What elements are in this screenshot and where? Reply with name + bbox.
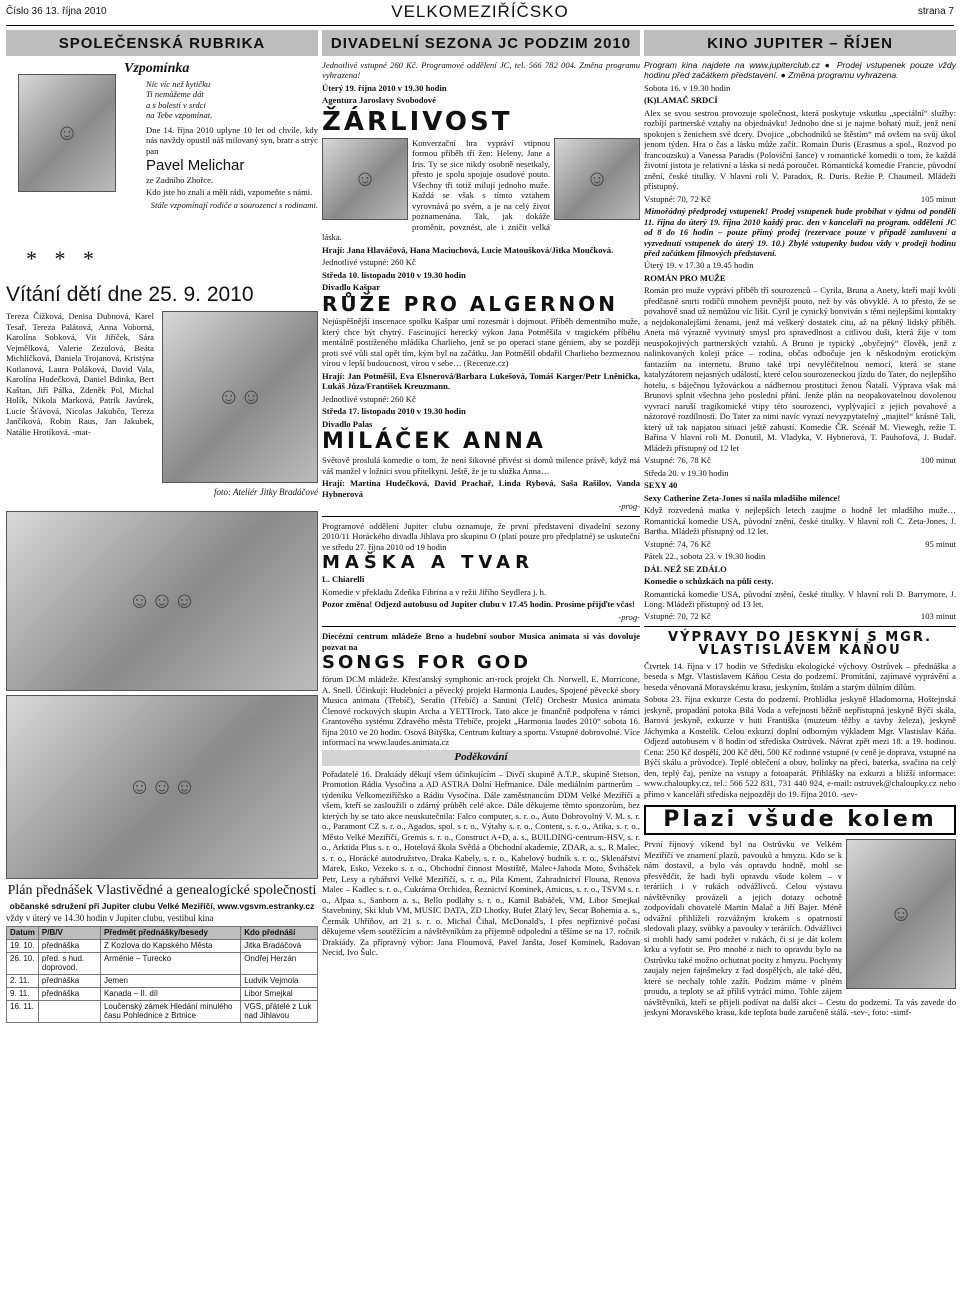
table-cell: 16. 11.: [7, 1000, 39, 1023]
film3-subtitle: Sexy Catherine Zeta-Jones si našla mladšího milence!: [644, 492, 841, 503]
youth-warning: Pozor změna! Odjezd autobusu od Jupiter clubu v 17.45 hodin. Prosíme přijďte včas!: [322, 599, 635, 610]
cave-title: VÝPRAVY DO JESKYNÍ S MGR. VLASTISLAVEM KÁŇOU: [667, 629, 933, 658]
lectures-org: občanské sdružení při Jupiter clubu Velké Meziříčí, www.vgsvm.estranky.cz: [9, 900, 315, 911]
play1-cast: Hrají: Jana Hlaváčová, Hana Maciuchová, Lucie Matoušková/Jitka Moučková.: [322, 244, 614, 255]
theatre-intro: Jednotlivé vstupné 260 Kč. Programové oddělení JC, tel. 566 782 004. Změna programu vyhrazena!: [322, 59, 640, 81]
section-title-theatre: DIVADELNÍ SEZONA JC PODZIM 2010: [322, 30, 640, 56]
film1-length: 105 minut: [920, 193, 956, 204]
table-row: [7, 1000, 318, 1023]
memorial-text: Dne 14. října 2010 uplyne 10 let od chvíle, kdy nás navždy opustil náš milovaný syn, bratr a strýc pan: [146, 124, 318, 156]
film2-price: Vstupné: 76, 78 Kč: [644, 455, 711, 466]
film2-title: ROMÁN PRO MUŽE: [644, 272, 726, 283]
play3-date: Středa 17. listopadu 2010 v 19.30 hodin: [322, 406, 466, 417]
welcome-photo-1: [162, 311, 318, 483]
film4-date: Pátek 22., sobota 23. v 19.30 hodin: [644, 551, 766, 562]
issue-info: Číslo 36 13. října 2010: [6, 6, 107, 17]
choir-text: fórum DCM mládeže. Křesťanský symphonic art-rock projekt Ch. Norwell, E. Morricone, A. Snell. Účinkují: Hudebníci a pěvecký projekt Harmonia Laudes, Spojené pěvecké sbory Musica animata (Třebíč), Serafin (Třebíč) a Santini (Telč) Orchestr Musica animata Členové rockových skupin Archa a YETTIrock. Tato akce je finančně podpořena v rámci Grantového systému Zdravého města Třebíče, projekt „Harmonia laudes 2010“ sobota 16. října 2010 ve 20 hodin. Osová Bítýška, Centrum kultury a sportu. Vstupné dobrovolné. Více informací na www.laudes.animata.cz: [322, 674, 640, 747]
table-cell: 19. 10.: [7, 939, 39, 952]
table-row: [7, 952, 318, 975]
play2-price: Jednotlivé vstupné: 260 Kč: [322, 393, 416, 404]
table-row: [7, 975, 318, 988]
family-photo-icon: ☺☺☺: [128, 587, 196, 613]
table-cell: Kanada – II. díl: [100, 987, 240, 1000]
section-title-social: SPOLEČENSKÁ RUBRIKA: [6, 30, 318, 56]
table-cell: Loučenský zámek Hledání minulého času Pohlednice z Brtnice: [100, 1000, 240, 1023]
family-photo-icon: ☺☺☺: [128, 773, 196, 799]
table-cell: přednáška: [38, 975, 100, 988]
table-cell: 26. 10.: [7, 952, 39, 975]
column-social: [6, 30, 318, 1312]
snake-title: Plazi všude kolem: [644, 805, 956, 835]
stars: * * *: [26, 245, 100, 271]
table-cell: 9. 11.: [7, 987, 39, 1000]
film4-price: Vstupné: 70, 72 Kč: [644, 611, 711, 622]
play2-title: RŮŽE PRO ALGERNON: [322, 292, 618, 317]
table-cell: před. s hud. doprovod.: [38, 952, 100, 975]
film1-title: (K)LAMAČ SRDCÍ: [644, 95, 718, 106]
film3-price: Vstupné: 74, 76 Kč: [644, 538, 711, 549]
memorial-heading: Vzpomínka: [124, 60, 190, 76]
cave-text-1: Čtvrtek 14. října v 17 hodin ve Středisku ekologické výchovy Ostrůvek – přednáška a beseda s Mgr. Vlastislavem Káňou Cesta do podzemí. Promítání, zajímavé vyprávění a beseda věnovaná Moravskému krasu, jeskyním, štolám a starým důlním dílům.: [644, 660, 956, 692]
play1-text: Konverzační hra vypráví vtipnou formou příběh tří žen: Heleny, Jane a Iris. Ty se sice nikdy osobně nesetkaly, přesto je spolu spojuje osudové pouto. Všechny tři totiž milují jednoho muže. Každá se však s tímto vztahem vyrovnává po svém, a je na celý život poznamenána. Tak, jak dokáže proměnit, povznést, ale i zničit velká láska.: [322, 137, 550, 243]
table-cell: Ludvík Vejmola: [241, 975, 318, 988]
play1-price: Jednotlivé vstupné: 260 Kč: [322, 257, 416, 268]
play1-date: Úterý 19. října 2010 v 19.30 hodin: [322, 82, 447, 93]
cave-text-2: Sobota 23. října exkurze Cesta do podzemí. Prohlídka jeskyně Hladomorna, Hoštejnská jeskyně, propadání potoka Bílá Voda a veřejnosti běžně nepřístupná jeskyně Býčí skála, Barová jeskyně, exkurze v huti Františka (muzeum těžby a tavby železa), jeskyně Jáchymka a Kostelík. Celou exkurzí doplní odborným výkladem Mgr. Vlastislav Káňa. Odjezd autobusem v 8 hodin od střediska Ostrůvek. Návrat zpět mezi 18. a 19. hodinou. Cena: 250 Kč dospělí, 200 Kč děti, 500 Kč rodinné vstupné (v ceně je doprava, vstupné na Býčí skálu a průvodce). Teplé oblečení a obuv, holínky na přeci, baterka, svačina na celý den, teplý čaj, peníze na vstupy a fotoaparát. Přihlášky na exkurzi a bližší informace: www.chaloupky.cz, tel.: 566 522 831, 731 440 924, e-mail: ostruvek@chaloupky.cz nebo přímo v kanceláři střediska nejpozději do 19. října 2010. -sev-: [644, 694, 956, 799]
table-cell: Jitka Bradáčová: [241, 939, 318, 952]
masthead: [6, 2, 954, 26]
newspaper-title: VELKOMEZIŘÍČSKO: [391, 2, 569, 21]
person-icon: ☺: [353, 165, 377, 191]
table-cell: VGS, přátelé z Luk nad Jihlavou: [241, 1000, 318, 1023]
memorial-photo: [18, 74, 116, 192]
table-header: Datum: [7, 927, 39, 940]
person-icon: ☺: [585, 165, 609, 191]
film1-date: Sobota 16. v 19.30 hodin: [644, 82, 731, 93]
film2-length: 100 minut: [920, 455, 956, 466]
table-header: Předmět přednášky/besedy: [100, 927, 240, 940]
family-photo-icon: ☺☺: [217, 383, 263, 409]
column-cinema: [644, 30, 956, 1312]
lectures-when: vždy v úterý ve 14.30 hodin v Jupiter clubu, vestibul kina: [6, 913, 214, 924]
actress-photo-2: [554, 138, 640, 220]
memorial: [6, 60, 318, 274]
welcome-photo-3: [6, 695, 318, 879]
cinema-intro: Program kina najdete na www.jupiterclub.cz ● Prodej vstupenek pouze vždy hodinu před začátkem představení. ● Změna programu vyhrazena.: [644, 59, 956, 81]
play2-text: Nejúspěšnější inscenace spolku Kašpar umí rozesmát i dojmout. Příběh dementního muže, který chce být chytrý. Fascinující herecký výkon Jana Potměšila v tragickém příběhu mentálně postiženého mládíka Charlieho, jenž se po operaci stane géniem, aby se později proti své vůli stal opět tím, kým byl na začátku. Jan Potměšil obdařil Charlieho bezmeznou vírou v lepší budoucnost, vírou v sebe… (Recenze.cz): [322, 316, 640, 369]
snake-photo: [846, 839, 956, 989]
play3-sign: -prog-: [618, 501, 640, 512]
welcome-heading: Vítání dětí dne 25. 9. 2010: [6, 282, 254, 306]
table-row: [7, 987, 318, 1000]
welcome-photo-2: [6, 511, 318, 691]
film4-subtitle: Komedie o schůzkách na půli cesty.: [644, 576, 774, 587]
column-theatre: [322, 30, 640, 1312]
table-cell: 2. 11.: [7, 975, 39, 988]
play3-cast: Hrají: Martina Hudečková, David Prachař, Linda Rybová, Saša Rašilov, Vanda Hybnerová: [322, 478, 640, 499]
divider: [322, 516, 640, 517]
play3-org: Divadlo Palas: [322, 418, 373, 429]
film2-text: Román pro muže vypráví příběh tří sourozenců – Cyrila, Bruna a Anety, kteří mají kvůli předčasné smrti rodičů mnohem pevnější pouto, než by vás obvyklé. A to přesto, že se povahově snad už nemůžou víc lišit. Cyril je cynický bonviván s těmi nejlepšími kontakty a nejdokonalejšími ženami, jenž má veškerý dostatek citu, až na pěkný lidský příběh. Aneta má výrazně vyvinutý smysl pro spravedlnost a citlivou duši, která žije v tom neuspokojivých partnerských vztahů. A Bruno je typický „obyčejný“ člověk, jenž z nalinkovaných kolejí práce – rodina, občas odbočuje jen k něskodným erotickým fantaziím na internetu. Bruno také trpí nevyléčitelnou nemocí, která se stane katalyzátorem nejasných událostí, které celou sourozeneckou jízdu do Tater, do nejlepšího hotelu, s báječnou lyžováckou a nádhernou prostituci ženou Ňatalí. Výprava však má Brunovi splnit všechna jeho poslední přání. Jenže plán na neopakovatelnou dovolenou vyvrací naruší tragikomické vtipy této sourozenci, vyplývající z jejich povahové a názorové rozdílnosti. Do Tater za nimi navíc vyrazí nevyzpytatelný „majitel“ krásné Tali, který už tak napjatou situaci ještě zahustí. Komedie ČR. Scénář M. Viewegh, režie T. Bařina V hlavní roli M. Donutil, M. Vladyka, V. Hybnerová, T. Pauhofová, J. Budař. Mládeži přístupný od 12 let: [644, 285, 956, 453]
choir-intro: Diecézní centrum mládeže Brno a hudební soubor Musica animata si vás dovoluje pozvat na: [322, 631, 640, 652]
play3-text: Světově proslulá komedie o tom, že není šikovné přivést si domů milence právě, když má váš manžel v ložnici svou přítelkyni. Ještě, že je tu služka Anna…: [322, 455, 640, 476]
youth-title: MAŠKA A TVAR: [322, 552, 534, 574]
presale-notice: Mimořádný předprodej vstupenek! Prodej vstupenek bude probíhat v týdnu od pondělí 11. října do úterý 19. října 2010 každý prac. den v kancelaři na program. oddělení JC od 8 do 16 hodin – pouze přímý prodej (rezervace pouze v případě zamluvení a vyzvednutí vstupenek do úterý 19. 10.) Zbylé vstupenky budou vždy v prodeji hodinu před začátkem filmových představení.: [644, 206, 956, 258]
snake-text: První říjnový víkend byl na Ostrůvku ve Velkém Meziříčí ve znamení plazů, pavouků a hmyzu. Kdo se k nám dostavil, a bylo vás opravdu hodně, mohl se přesvědčit, že hadi byli opravdu všude kolem – v teráriích i v rukách odvážlivců. Celou výstavu návštěvníky provázeli a jejich dotazy ochotně zodpovídali chovatelé Martin Malač a Jiří Bajer. Méně odvážní přihlíželi rozvážným krokem s opatrností sledovali plazy, svůbky a pavouky v teráriích. Odvážlivci si mohli hady sami podržet v rukách, či si je dát kolem krku a vyfotit se. Pro mnohé z nich to opravdu bylo na Ostrůvku také možno ochutnat pocity z hmyzu. Pochymy zaujaly nejen fajnšmekry z řad dospělých, ale také děti, které se nechaly tohle zažít. Podzim máme v plném proudu, a teploty se až příliš vytrácí mimo. Tohle zájem návštěvníků, kteří se přijeli podívat na další akci – Cestu do podzemí. Ta vás zavede do jeskyní Moravského krasu, kde teplota bude zaručeně stálá. -sev-, foto: -simf-: [644, 839, 956, 1018]
youth-detail: Komedie v překladu Zdeňka Fibrina a v režii Jiřího Seydlera j. h.: [322, 586, 547, 597]
lectures-title: Plán přednášek Vlastivědné a genealogické společnosti: [7, 883, 317, 899]
table-cell: [38, 1000, 100, 1023]
film1-price: Vstupné: 70, 72 Kč: [644, 193, 711, 204]
section-title-cinema: KINO JUPITER – ŘÍJEN: [644, 30, 956, 56]
film1-text: Alex se svou sestrou provozuje společnost, která poskytuje vskutku „speciální“ služby: rozbíjí partnerské vztahy na objednávku! Jednoho dne si je najme bohatý muž, jenž není spokojen s ženichem své dcery. Dvojice „obchodníků se štěstím“ má ovšem na svůj úkol jenom týden. Hra o čas a lásku může začít. Romain Duris (Erasmus a spol., Rozvod po francouzsku) a Vanessa Paradis (Poloviční šance) v romantické komedii o tom, že každá životní jistota je relativní a láska si nedá poroučet. Romantická komedie Francie, původní znění, české titulky. V hlavní roli V. Paradox, R. Duris. Režie P. Chaumeil. Mládeži přístupný.: [644, 107, 956, 192]
play2-org: Divadlo Kašpar: [322, 281, 381, 292]
child-with-snake-icon: ☺: [889, 900, 913, 926]
photo-credit: foto: Ateliér Jitky Bradáčové: [213, 487, 318, 498]
youth-author: L. Chiarelli: [322, 574, 365, 585]
film3-date: Středa 20. v 19.30 hodin: [644, 467, 729, 478]
youth-text: Programové oddělení Jupiter clubu oznamuje, že první představení divadelní sezony 2010/11 Horáckého divadla Jihlava pro skupinu O (platí pouze pro předplatné) se uskuteční ve středu 27. října 2010 od 19 hodin: [322, 520, 640, 552]
actress-photo-1: [322, 138, 408, 220]
film2-date: Úterý 19. v 17.30 a 19.45 hodin: [644, 260, 754, 271]
table-row: [7, 939, 318, 952]
lectures-table: [6, 926, 318, 1023]
person-icon: ☺: [55, 119, 79, 145]
memorial-signoff: Stále vzpomínají rodiče a sourozenci s rodinami.: [150, 199, 318, 210]
memorial-name: Pavel Melichar: [146, 157, 245, 175]
play1-title: ŽÁRLIVOST: [322, 106, 513, 137]
table-cell: Ondřej Herzán: [241, 952, 318, 975]
table-header: Kdo přednáší: [241, 927, 318, 940]
play3-title: MILÁČEK ANNA: [322, 429, 546, 455]
play2-date: Středa 10. listopadu 2010 v 19.30 hodin: [322, 269, 466, 280]
table-header: P/B/V: [38, 927, 100, 940]
divider: [322, 626, 640, 627]
table-cell: přednáška: [38, 987, 100, 1000]
film3-text: Když rozvedená matka v nejlepších letech zaujme o hodně let mladšího muže… Romantická komedie USA, původní znění, české titulky. V hlavní roli C. Zeta-Jones, J. Bartha. Mládeži přístupný od 12 let.: [644, 505, 956, 537]
page-number: strana 7: [917, 6, 954, 17]
memorial-request: Kdo jste ho znali a měli rádi, vzpomeňte s námi.: [146, 187, 313, 198]
film4-title: DÁL NEŽ SE ZDÁLO: [644, 563, 727, 574]
divider: [644, 626, 956, 627]
table-cell: Arménie – Turecko: [100, 952, 240, 975]
film4-length: 103 minut: [920, 611, 956, 622]
memorial-origin: ze Zadního Zhořce.: [146, 174, 214, 185]
welcome-names: Tereza Čížková, Denisa Dubnová, Karel Tesař, Tereza Palátová, Anna Voborná, Karolína Sobková, Vít Jiříček, Sára Vejmělková, Valerie Zezulová, Beáta Michlíčková, Daniela Trojanová, Kristýna Kotlanová, Laura Poláková, David Vala, Karolína Hudečková, Daniel Bdinka, Bert Kaštan, Jiří Pálka, Zdeněk Pol, Michal Holík, Nikola Marková, Patrik Javůrek, Lucie Šťávová, Nicolas Jakubčo, Tereza Jančíková, Robin Raus, Jan Jakubek, Natálie Hrotíková. -mat-: [6, 311, 154, 437]
film3-title: SEXY 40: [644, 480, 678, 491]
film3-length: 95 minut: [925, 538, 956, 549]
table-cell: Libor Smejkal: [241, 987, 318, 1000]
table-cell: přednáška: [38, 939, 100, 952]
thanks-text: Pořadatelé 16. Drakiády děkují všem účinkujícím – Dívčí skupině A.T.P., skupině Stetson, Promotion Rádia Vysočina a AD ASTRA Dolní Heřmanice. Dále mediálním partnerům – týdeníku Velkomeziříčsko a Rádiu Vysočina. Dále zaměstnancům DDM Velké Meziříčí a všem, kteří se zasloužili o zdárný průběh celé akce. Dále děkujeme těmto sponzorům, bez kterých by se tato akce neuskutečnila: Falco computer, s. r. o., Auto Dobrovolný V. M. s. r. o., Paramont CZ s. r. o., Agados, spol. s r. o., Výtahy s. r. o., Content, s. r. o., Atika, s. r. o., Město Velké Meziříčí, Gremis s. r. o., Construct A+D, a. s., BUILDING-centrum-HSV, s. r. o., Arktida Plus s. r. o., Hotelová škola Světlá a Obchodní akademie, ZDAR, a. s., R Malec, s. r. o., Horácké autodružstvo, Draka Kabely, s. r. o., Kabelový budník s. r. o., Sklenářství Marek, Esko, Vezeko s. r. o., Obchodní činnost Mostiště, Malec+Jahoda Moto, Šviháček Petr, Lesy a rybářství Velké Meziříčí, s. r. o., Pila Kment, Zahradnictví Flouna, Renova Malec – Kadlec s. r. o., Cukrárna Orchidea, Řeznictví Kominek, Amicus, s. r. o., TSVM s. r. o., Alpaa s., Sanborn a. s., Bello podlahy s. r. o., Kamil Babáček, VM, Libor Smejkal Stavebniny, Ski klub VM, MUSIC DATA, ZD Lhotky, Bufet Zlatý lev, Secar Bohemia a. s., Čermák Uhříňov, art 21 s. r. o. Michal Čihal, McDonald's, I přes nepříznivé počasí děkujeme všem soutěžícím a návštěvníkům za příjemně odpolední a těšíme se na 17. ročník Drakiády. Za přípravný výbor: Jana Floumová, Pavel Janšta, Josef Kominek, Radovan Necid, Ivo Šulc.: [322, 768, 640, 958]
table-cell: Z Kozlova do Kapského Města: [100, 939, 240, 952]
memorial-poem: Nic víc než kytičku Ti nemůžeme dát a s bolestí v srdci na Tebe vzpomínat.: [146, 78, 213, 121]
film4-text: Romantická komedie USA, původní znění, české titulky. V hlavní roli D. Barrymore, J. Long. Mládeži přístupný od 13 let.: [644, 588, 956, 609]
choir-title: SONGS FOR GOD: [322, 652, 532, 674]
youth-sign: -prog-: [618, 611, 640, 622]
play2-cast: Hrají: Jan Potměšil, Eva Elsnerová/Barbara Lukešová, Tomáš Karger/Petr Lněnička, Lukáš Jůza/František Kreuzmann.: [322, 370, 640, 392]
thanks-heading: Poděkování: [322, 750, 640, 765]
play1-org: Agentura Jaroslavy Svobodové: [322, 95, 436, 106]
table-cell: Jemen: [100, 975, 240, 988]
